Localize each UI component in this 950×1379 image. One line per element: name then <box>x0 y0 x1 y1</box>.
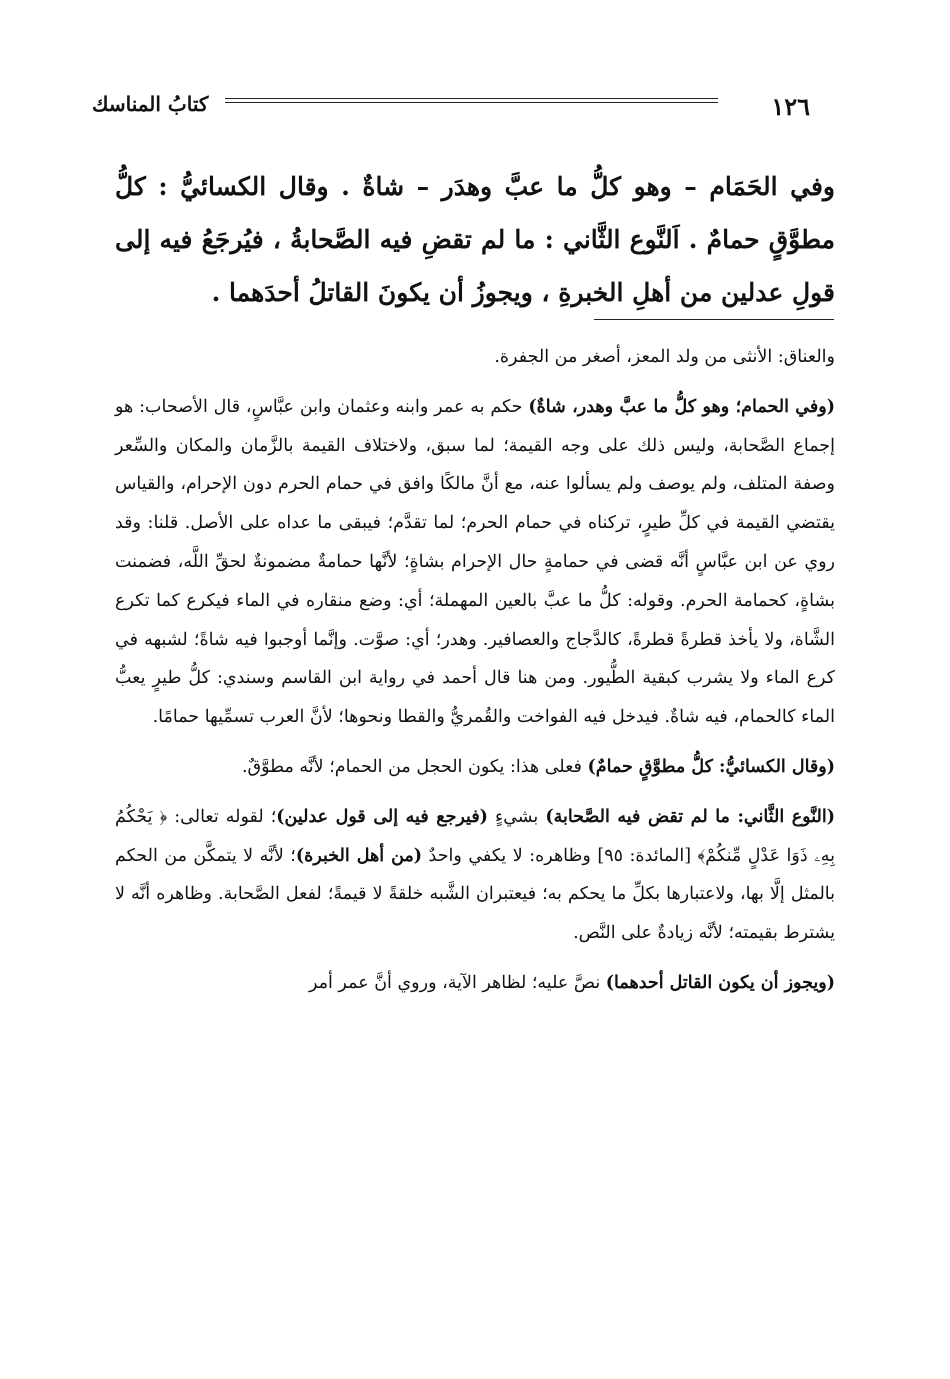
commentary-paragraph-2 <box>115 388 835 737</box>
quoted-matn: (فيرجع فيه إلى قول عدلين) <box>276 806 488 827</box>
quoted-matn: (وفي الحمام؛ وهو كلُّ ما عبَّ وهدر، شاةٌ) <box>528 396 835 417</box>
footnote-separator <box>594 319 834 320</box>
commentary-text: فعلى هذا: يكون الحجل من الحمام؛ لأنَّه مطوَّقٌ. <box>241 756 588 777</box>
quoted-matn: (ويجوز أن يكون القاتل أحدهما) <box>605 972 835 993</box>
commentary-text: حكم به عمر وابنه وعثمان وابن عبَّاسٍ، قال الأصحاب: هو إجماع الصَّحابة، وليس ذلك على وجه القيمة؛ لما سبق، ولاختلاف القيمة بالزَّمان والمكان والسِّعر وصفة المتلف، ولم يوصف ولم يسألوا عنه، مع أنَّ مالكًا وافق في حمام الحرم دون الإحرام، والقياس يقتضي القيمة في كلِّ طيرٍ، تركناه في حمام الحرم؛ لما تقدَّم؛ فيبقى ما عداه على الأصل. قلنا: وقد روي عن ابن عبَّاسٍ أنَّه قضى في حمامةٍ حال الإحرام بشاةٍ؛ لأنَّها حمامةٌ مضمونةٌ لحقِّ اللَّه، فضمنت بشاةٍ، كحمامة الحرم. وقوله: كلُّ ما عبَّ بالعين المهملة؛ أي: وضع منقاره في الماء فيكرع كما تكرع الشَّاة، ولا يأخذ قطرةً قطرةً، كالدَّجاج والعصافير. وهدر؛ أي: صوَّت. وإنَّما أوجبوا فيه شاةً؛ لشبهه في كرع الماء ولا يشرب كبقية الطُّيور. ومن هنا قال أحمد في رواية ابن القاسم وسندي: كلُّ طيرٍ يعبُّ الماء كالحمام، فيه شاةٌ. فيدخل فيه الفواخت والقُمريُّ والقطا ونحوها؛ لأنَّ العرب تسمِّيها حمامًا. <box>115 396 835 728</box>
quoted-matn: (وقال الكسائيُّ: كلُّ مطوَّقٍ حمامٌ) <box>587 756 835 777</box>
commentary-text: والعناق: الأنثى من ولد المعز، أصغر من الجفرة. <box>494 347 835 367</box>
header-rule <box>225 98 718 103</box>
main-text: وفي الحَمَام – وهو كلُّ ما عبَّ وهدَر – شاةٌ . وقال الكسائيُّ : كلُّ مطوَّقٍ حمامٌ . اَلنَّوع الثَّاني : ما لم تقضِ فيه الصَّحابةُ ، فيُرجَعُ فيه إلى قولِ عدلين من أهلِ الخبرةِ ، ويجوزُ أن يكونَ القاتلُ أحدَهما . <box>115 172 835 307</box>
commentary-paragraph-5 <box>115 964 835 1003</box>
page-number: ١٢٦ <box>771 92 810 121</box>
commentary-paragraph-3 <box>115 748 835 787</box>
commentary-paragraph-4 <box>115 798 835 953</box>
commentary-text: بشيءٍ <box>487 806 546 827</box>
commentary <box>115 338 835 1014</box>
commentary-text: ؛ لأنَّه لا يتمكَّن من الحكم بالمثل إلَّا بها، ولاعتبارها بكلِّ ما يحكم به؛ فيعتبران الشَّبه خلقةً لا قيمةً؛ لفعل الصَّحابة. وظاهره أنَّه لا يشترط بقيمته؛ لأنَّه زيادةٌ على النَّص. <box>115 845 835 944</box>
book-title: كتابُ المناسك <box>92 92 209 116</box>
quoted-matn: (من أهل الخبرة) <box>295 845 423 866</box>
commentary-paragraph-1 <box>115 338 835 377</box>
commentary-text: ؛ لقوله تعالى: ﴿ يَحْكُمُ بِهِۦ ذَوَا عَدْلٍ مِّنكُمْ﴾ [المائدة: ٩٥] وظاهره: لا يكفي واحدٌ <box>115 806 836 866</box>
quoted-matn: (النَّوع الثَّاني: ما لم تقض فيه الصَّحابة) <box>545 806 835 827</box>
commentary-text: نصَّ عليه؛ لظاهر الآية، وروي أنَّ عمر أمر <box>308 972 606 993</box>
